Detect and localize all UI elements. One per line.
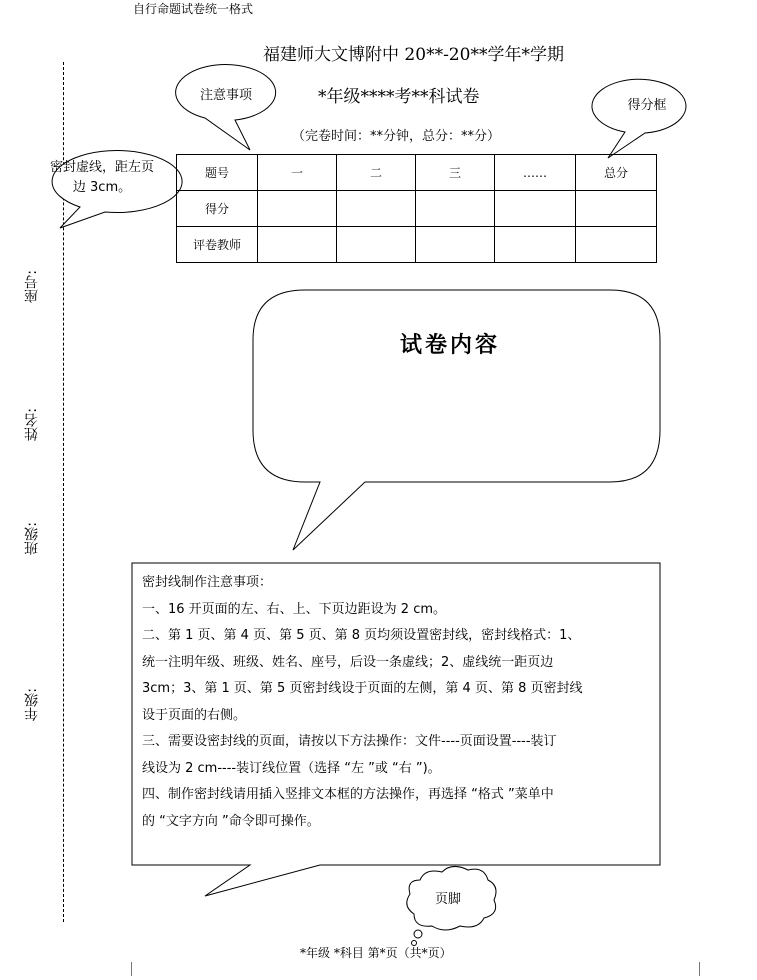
score-table — [176, 154, 657, 263]
name-label: 姓名: — [24, 408, 40, 441]
header-cell-total: 总分 — [576, 155, 657, 191]
grader-cell — [337, 227, 416, 263]
score-cell — [258, 191, 337, 227]
notes-line: 统一注明年级、班级、姓名、座号，后设一条虚线；2、虚线统一距页边 — [142, 654, 554, 670]
exam-content-label: 试卷内容 — [400, 332, 501, 358]
time-and-score-line: （完卷时间：**分钟，总分：**分） — [292, 129, 501, 144]
score-cell — [416, 191, 495, 227]
header-cell-q1: 一 — [258, 155, 337, 191]
grader-cell — [495, 227, 576, 263]
notes-callout-shape — [176, 64, 276, 150]
score-table-header-row — [177, 155, 657, 191]
grader-row — [177, 227, 657, 263]
notes-line: 三、需要设密封线的页面，请按以下方法操作：文件----页面设置----装订 — [142, 734, 557, 749]
score-box-callout-shape — [592, 79, 686, 158]
notes-callout-text: 注意事项 — [199, 88, 252, 103]
header-cell-question-number: 题号 — [177, 155, 258, 191]
footer-cloud-bubble-1 — [414, 930, 422, 938]
grade-label: 年级: — [24, 688, 40, 721]
grader-cell — [416, 227, 495, 263]
score-cell — [576, 191, 657, 227]
row-label-grader: 评卷教师 — [177, 227, 258, 263]
score-row — [177, 191, 657, 227]
exam-subtitle: *年级****考**科试卷 — [318, 87, 480, 107]
header-cell-q2: 二 — [337, 155, 416, 191]
page-footer: *年级 *科目 第*页（共*页） — [300, 946, 452, 960]
seal-line-callout-text: 密封虚线，距左页边 3cm。 — [49, 160, 154, 195]
notes-line: 的 “文字方向 ”命令即可操作。 — [142, 813, 320, 829]
grader-cell — [576, 227, 657, 263]
notes-line: 线设为 2 cm----装订线位置（选择 “左 ”或 “右 ”)。 — [142, 760, 441, 776]
notes-line: 3cm；3、第 1 页、第 5 页密封线设于页面的左侧，第 4 页、第 8 页密封线 — [142, 681, 583, 696]
notes-line: 设于页面的右侧。 — [142, 707, 247, 723]
class-label: 班级: — [24, 522, 40, 555]
score-cell — [337, 191, 416, 227]
notes-line: 二、第 1 页、第 4 页、第 5 页、第 8 页均须设置密封线，密封线格式：1、 — [142, 628, 581, 643]
top-format-label: 自行命题试卷统一格式 — [133, 2, 254, 16]
notes-line: 密封线制作注意事项： — [142, 575, 273, 590]
score-box-callout-text: 得分框 — [627, 98, 667, 113]
right-margin-mark — [699, 962, 700, 976]
seat-number-label: 座号: — [24, 270, 40, 303]
page-title-text: 福建师大文博附中 20**-20**学年*学期 — [263, 45, 564, 65]
score-cell — [495, 191, 576, 227]
notes-line: 一、16 开页面的左、右、上、下页边距设为 2 cm。 — [142, 601, 447, 617]
header-cell-q3: 三 — [416, 155, 495, 191]
footer-callout-text: 页脚 — [434, 892, 461, 907]
grader-cell — [258, 227, 337, 263]
header-cell-ellipsis: …… — [495, 155, 576, 191]
left-margin-mark — [131, 962, 132, 976]
notes-line: 四、制作密封线请用插入竖排文本框的方法操作，再选择 “格式 ”菜单中 — [142, 787, 554, 802]
seal-line-notes — [142, 570, 654, 835]
row-label-score: 得分 — [177, 191, 258, 227]
